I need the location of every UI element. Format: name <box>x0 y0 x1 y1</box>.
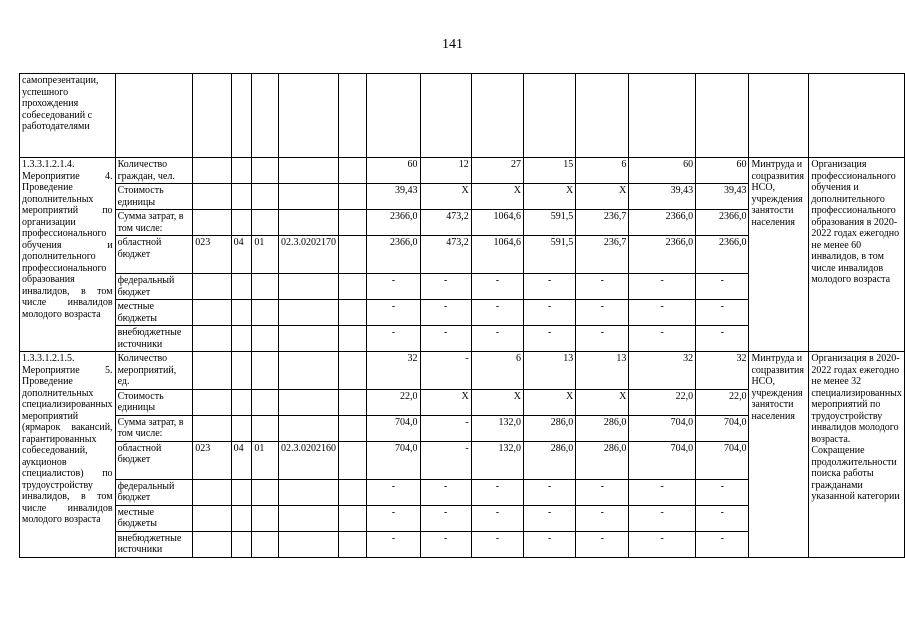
table-row <box>20 158 905 184</box>
value-cell: - <box>524 326 576 352</box>
value-cell: 15 <box>524 158 576 184</box>
value-cell: - <box>367 479 420 505</box>
rz-code-cell <box>231 210 252 236</box>
value-cell: - <box>629 326 696 352</box>
vr-code-cell <box>339 352 367 390</box>
grbs-code-cell <box>193 531 231 557</box>
value-cell: 22,0 <box>629 389 696 415</box>
measure-description-cell: 1.3.3.1.2.1.4. Мероприятие 4. Проведение дополнительных мероприятий по организации профессионального обучения и дополнительного профессионального образования инвалидов, в том числе инвалидов молодого возраста <box>20 158 116 352</box>
rz-code-cell <box>231 415 252 441</box>
value-cell: - <box>629 531 696 557</box>
pr-code-cell <box>252 531 279 557</box>
value-cell: - <box>367 505 420 531</box>
value-cell: - <box>524 274 576 300</box>
indicator-label-cell: областной бюджет <box>115 441 193 479</box>
value-cell: 13 <box>576 352 629 390</box>
value-cell: - <box>420 531 471 557</box>
value-cell: 704,0 <box>696 441 749 479</box>
value-cell: - <box>629 479 696 505</box>
value-cell: 286,0 <box>576 415 629 441</box>
vr-code-cell <box>339 274 367 300</box>
grbs-code-cell: 023 <box>193 236 231 274</box>
vr-code-cell <box>339 300 367 326</box>
table-row <box>20 74 905 158</box>
value-cell: 473,2 <box>420 210 471 236</box>
value-cell: 286,0 <box>524 441 576 479</box>
page-number: 141 <box>442 37 463 52</box>
csr-code-cell <box>279 389 339 415</box>
value-cell: - <box>576 326 629 352</box>
pr-code-cell <box>252 352 279 390</box>
indicator-label-cell: местные бюджеты <box>115 505 193 531</box>
rz-code-cell <box>231 352 252 390</box>
grbs-code-cell <box>193 184 231 210</box>
grbs-code-cell <box>193 326 231 352</box>
csr-code-cell <box>279 300 339 326</box>
value-cell: 132,0 <box>471 415 523 441</box>
indicator-label-cell: федеральный бюджет <box>115 479 193 505</box>
pr-code-cell: 01 <box>252 236 279 274</box>
rz-code-cell <box>231 326 252 352</box>
grbs-code-cell <box>193 300 231 326</box>
indicator-label-cell: Стоимость единицы <box>115 389 193 415</box>
csr-code-cell <box>279 415 339 441</box>
value-cell: - <box>420 352 471 390</box>
csr-code-cell <box>279 158 339 184</box>
vr-code-cell <box>339 184 367 210</box>
value-cell: 32 <box>629 352 696 390</box>
indicator-label-cell: местные бюджеты <box>115 300 193 326</box>
grbs-code-cell <box>193 479 231 505</box>
rz-code-cell <box>231 158 252 184</box>
value-cell: 591,5 <box>524 210 576 236</box>
value-cell: 236,7 <box>576 210 629 236</box>
value-cell: 60 <box>629 158 696 184</box>
csr-code-cell <box>279 505 339 531</box>
indicator-label-cell: внебюджетные источники <box>115 531 193 557</box>
grbs-code-cell <box>193 158 231 184</box>
value-cell: 286,0 <box>576 441 629 479</box>
value-cell: - <box>576 274 629 300</box>
pr-code-cell <box>252 274 279 300</box>
budget-table <box>19 73 905 558</box>
value-cell: - <box>420 300 471 326</box>
expected-result-cell: Организация в 2020-2022 годах ежегодно не менее 32 специализированных мероприятий по трудоустройству инвалидов молодого возраста. Сокращение продолжительности поиска работы гражданами указанной категории <box>809 352 905 558</box>
value-cell: 2366,0 <box>696 236 749 274</box>
vr-code-cell <box>339 326 367 352</box>
value-cell: 704,0 <box>367 441 420 479</box>
value-cell: 12 <box>420 158 471 184</box>
value-cell: X <box>524 184 576 210</box>
value-cell: 32 <box>696 352 749 390</box>
value-cell: - <box>696 326 749 352</box>
rz-code-cell <box>231 300 252 326</box>
rz-code-cell <box>231 531 252 557</box>
value-cell: - <box>576 505 629 531</box>
pr-code-cell <box>252 184 279 210</box>
csr-code-cell <box>279 274 339 300</box>
value-cell: 22,0 <box>367 389 420 415</box>
value-cell: X <box>576 184 629 210</box>
expected-result-cell: Организация профессионального обучения и дополнительного профессионального образования в 2020-2022 годах ежегодно не менее 60 инвалидов, в том числе инвалидов молодого возраста <box>809 158 905 352</box>
csr-code-cell <box>279 210 339 236</box>
value-cell: - <box>420 479 471 505</box>
pr-code-cell <box>252 505 279 531</box>
pr-code-cell <box>252 158 279 184</box>
grbs-code-cell <box>193 415 231 441</box>
vr-code-cell <box>339 389 367 415</box>
value-cell: - <box>420 326 471 352</box>
pr-code-cell <box>252 415 279 441</box>
value-cell: - <box>420 415 471 441</box>
value-cell: X <box>471 184 523 210</box>
pr-code-cell <box>252 300 279 326</box>
vr-code-cell <box>339 415 367 441</box>
vr-code-cell <box>339 531 367 557</box>
csr-code-cell <box>279 184 339 210</box>
indicator-label-cell: Количество граждан, чел. <box>115 158 193 184</box>
value-cell: - <box>576 531 629 557</box>
rz-code-cell <box>231 184 252 210</box>
csr-code-cell: 02.3.0202160 <box>279 441 339 479</box>
grbs-code-cell <box>193 352 231 390</box>
value-cell: - <box>696 505 749 531</box>
value-cell: - <box>524 531 576 557</box>
value-cell: X <box>420 184 471 210</box>
value-cell: - <box>420 441 471 479</box>
value-cell: - <box>629 300 696 326</box>
value-cell: - <box>696 479 749 505</box>
value-cell: 60 <box>367 158 420 184</box>
value-cell: - <box>471 300 523 326</box>
value-cell: 704,0 <box>696 415 749 441</box>
value-cell: 2366,0 <box>696 210 749 236</box>
vr-code-cell <box>339 210 367 236</box>
rz-code-cell <box>231 505 252 531</box>
value-cell: 1064,6 <box>471 210 523 236</box>
rz-code-cell: 04 <box>231 236 252 274</box>
rz-code-cell <box>231 479 252 505</box>
value-cell: - <box>471 505 523 531</box>
value-cell: 132,0 <box>471 441 523 479</box>
value-cell: 2366,0 <box>367 236 420 274</box>
value-cell: 2366,0 <box>367 210 420 236</box>
value-cell: 704,0 <box>367 415 420 441</box>
value-cell: - <box>576 479 629 505</box>
value-cell: - <box>471 531 523 557</box>
measure-description-cell: 1.3.3.1.2.1.5. Мероприятие 5. Проведение дополнительных специализированных мероприятий (ярмарок вакансий, гарантированных собеседований, аукционов специалистов) по трудоустройству инвалидов, в том числе инвалидов молодого возраста <box>20 352 116 558</box>
value-cell: 39,43 <box>629 184 696 210</box>
value-cell: - <box>367 274 420 300</box>
value-cell: - <box>420 274 471 300</box>
csr-code-cell: 02.3.0202170 <box>279 236 339 274</box>
indicator-label-cell: Сумма затрат, в том числе: <box>115 210 193 236</box>
value-cell: - <box>576 300 629 326</box>
value-cell: - <box>471 326 523 352</box>
vr-code-cell <box>339 505 367 531</box>
value-cell: X <box>471 389 523 415</box>
value-cell: 6 <box>576 158 629 184</box>
value-cell: 704,0 <box>629 441 696 479</box>
value-cell: - <box>524 300 576 326</box>
pr-code-cell <box>252 479 279 505</box>
table-row <box>20 352 905 390</box>
value-cell: - <box>420 505 471 531</box>
value-cell: - <box>524 479 576 505</box>
indicator-label-cell: Количество мероприятий, ед. <box>115 352 193 390</box>
grbs-code-cell <box>193 389 231 415</box>
value-cell: - <box>367 300 420 326</box>
value-cell: 286,0 <box>524 415 576 441</box>
grbs-code-cell: 023 <box>193 441 231 479</box>
executor-cell: Минтруда и соцразвития НСО, учреждения занятости населения <box>749 158 809 352</box>
value-cell: 39,43 <box>367 184 420 210</box>
value-cell: - <box>471 479 523 505</box>
grbs-code-cell <box>193 274 231 300</box>
rz-code-cell: 04 <box>231 441 252 479</box>
rz-code-cell <box>231 389 252 415</box>
grbs-code-cell <box>193 210 231 236</box>
csr-code-cell <box>279 479 339 505</box>
value-cell: - <box>629 505 696 531</box>
indicator-label-cell: федеральный бюджет <box>115 274 193 300</box>
grbs-code-cell <box>193 505 231 531</box>
value-cell: 27 <box>471 158 523 184</box>
value-cell: 32 <box>367 352 420 390</box>
value-cell: - <box>471 274 523 300</box>
continued-description-cell: самопрезентации, успешного прохождения собеседований с работодателями <box>20 74 116 158</box>
value-cell: - <box>629 274 696 300</box>
value-cell: - <box>367 531 420 557</box>
value-cell: 473,2 <box>420 236 471 274</box>
vr-code-cell <box>339 158 367 184</box>
value-cell: 60 <box>696 158 749 184</box>
value-cell: 1064,6 <box>471 236 523 274</box>
indicator-label-cell: Стоимость единицы <box>115 184 193 210</box>
indicator-label-cell: Сумма затрат, в том числе: <box>115 415 193 441</box>
value-cell: 13 <box>524 352 576 390</box>
csr-code-cell <box>279 531 339 557</box>
indicator-label-cell: внебюджетные источники <box>115 326 193 352</box>
value-cell: 591,5 <box>524 236 576 274</box>
pr-code-cell <box>252 210 279 236</box>
vr-code-cell <box>339 479 367 505</box>
value-cell: 6 <box>471 352 523 390</box>
indicator-label-cell: областной бюджет <box>115 236 193 274</box>
pr-code-cell <box>252 389 279 415</box>
value-cell: 22,0 <box>696 389 749 415</box>
executor-cell: Минтруда и соцразвития НСО, учреждения занятости населения <box>749 352 809 558</box>
vr-code-cell <box>339 236 367 274</box>
value-cell: 2366,0 <box>629 210 696 236</box>
value-cell: 39,43 <box>696 184 749 210</box>
value-cell: - <box>696 531 749 557</box>
value-cell: - <box>696 300 749 326</box>
csr-code-cell <box>279 352 339 390</box>
value-cell: X <box>524 389 576 415</box>
pr-code-cell <box>252 326 279 352</box>
value-cell: 704,0 <box>629 415 696 441</box>
value-cell: - <box>696 274 749 300</box>
value-cell: - <box>524 505 576 531</box>
csr-code-cell <box>279 326 339 352</box>
rz-code-cell <box>231 274 252 300</box>
value-cell: X <box>420 389 471 415</box>
vr-code-cell <box>339 441 367 479</box>
value-cell: - <box>367 326 420 352</box>
pr-code-cell: 01 <box>252 441 279 479</box>
value-cell: 236,7 <box>576 236 629 274</box>
value-cell: X <box>576 389 629 415</box>
value-cell: 2366,0 <box>629 236 696 274</box>
